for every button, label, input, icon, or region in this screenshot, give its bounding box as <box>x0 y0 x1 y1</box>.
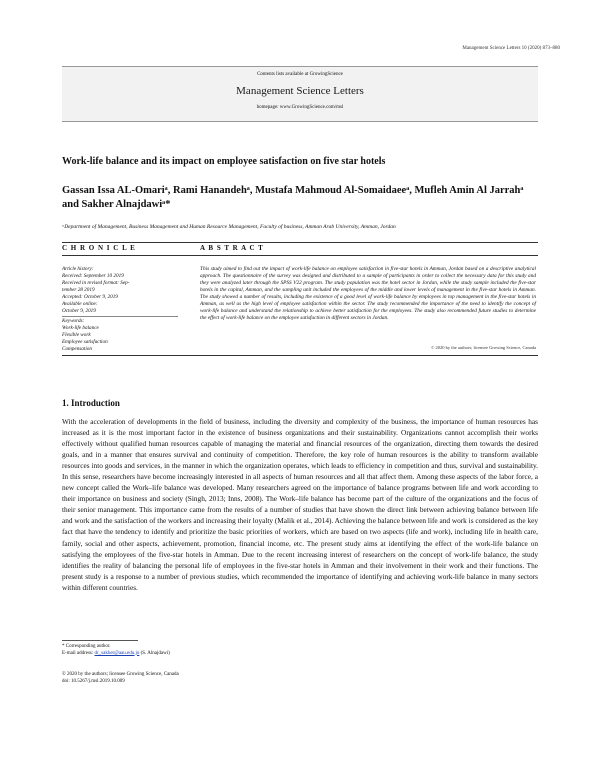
footnote-rule <box>62 640 138 641</box>
abstract-copyright: © 2020 by the authors; licensee Growing Science, Canada <box>430 345 536 350</box>
bottom-copyright: © 2020 by the authors; licensee Growing Science, Canada <box>62 672 179 677</box>
paper-title: Work-life balance and its impact on employee satisfaction on five star hotels <box>62 156 386 167</box>
doi[interactable]: doi: 10.5267/j.msl.2019.10.009 <box>62 678 125 684</box>
email-suffix: (S. Alnajdawi) <box>139 650 170 656</box>
introduction-paragraph: With the acceleration of developments in the field of business, including the diversity and complexity of the business, the importance of human resources has increased as it is the most important factor in the existence of business organizations and their sustainability. Organizations cannot accomplish their works effectively without qualified human resources capable of managing the material and financial resources of the organization, directing them towards the desired goals, and in a manner that ensures survival and continuity of competition. Therefore, the key role of human resources is the ability to transform available resources into goods and services, in the manner in which the organization operates, which leads to efficiency in competition and thus, survival and sustainability. In this sense, researchers have become increasingly interested in all aspects of human resources and all that affect them. Among these aspects of the labor force, a new concept called the Work–life balance was developed. Many researchers agreed on the importance of balance programs between life and work according to their importance on business and society (Singh, 2013; Inns, 2008). The Work–life balance has become part of the culture of the organizations and the focus of their senior management. This importance came from the results of a number of studies that have shown the direct link between achieving balance between life and work and the satisfaction of the workers and increasing their loyalty (Malik et al., 2014). Achieving the balance between life and work is considered as the key fact that have the tendency to identify and prioritize the basic priorities of workers, which are based on two aspects (life and work), including life in health care, family, social and other aspects, achievement, promotion, financial income, etc. The present study aims at identifying the effect of the work-life balance on satisfying the employees of the five-star hotels in Amman. Due to the recent increasing interest of researchers on the concept of work-life balance, the study identifies the reality of balancing the personal life of employees in the five-star hotels in Amman and their involvement in their work and their functions. The present study is a response to a number of previous studies, which recommended the importance of identifying and achieving work-life balance in many sectors within different countries. <box>62 417 538 592</box>
chronicle-line: Available online: <box>62 301 98 307</box>
journal-name: Management Science Letters <box>236 85 364 97</box>
journal-homepage[interactable]: homepage: www.GrowingScience.com/msl <box>256 105 344 110</box>
footnote <box>62 644 362 657</box>
corresponding-author-note: * Corresponding author. <box>62 644 111 649</box>
email-line <box>62 651 362 658</box>
keyword: Work-life balance <box>62 325 99 331</box>
keyword: Employee satisfaction <box>62 339 108 345</box>
header-rule-top <box>62 242 538 243</box>
keyword: Compensation <box>62 346 92 352</box>
abstract-text: This study aimed to find out the impact of work-life balance on employee satisfaction in five-star hotels in Amman, Jordan based on a descriptive analytical approach. The questionnaire of the survey was designed and distributed to a sample of participants in order to collect the necessary data for this study and they were analyzed later through the SPSS V22 program. The study population was the hotel sector in Jordan, while the study sample included the five-star hotels in the capital, Amman, and the sampling unit included the employees of the middle and lower levels of management in the five-star hotels in Amman. The study showed a number of results, including the existence of a good level of work-life balance by employees in top management in the five-star hotels in Amman, as well as the high level of employee satisfaction within the sector. The study recommended the importance of the need to identify the concept of work-life balance and understand the relationship to achieve better satisfaction for the employees. The study also recommended future studies to determine the effect of work-life balance on the employee satisfaction in different sectors in Jordan. <box>200 266 536 321</box>
keywords-rule <box>62 316 178 317</box>
chronicle-line: Keywords: <box>62 318 85 324</box>
running-citation: Management Science Letters 10 (2020) 873–880 <box>462 46 560 51</box>
chronicle-line: Received: September 10 2019 <box>62 273 124 279</box>
header-rule-bottom <box>62 255 538 256</box>
keyword: Flexible work <box>62 332 91 338</box>
section-heading-introduction: 1. Introduction <box>62 398 120 408</box>
introduction-body <box>62 416 538 593</box>
email-link[interactable]: dr_sakher@aau.edu.jo <box>94 650 140 656</box>
author-list: Gassan Issa AL-Omariᵃ, Rami Hanandehᵃ, Mustafa Mahmoud Al-Somaidaeeᵃ, Mufleh Amin Al Jarrahᵃ and Sakher Alnajdawiᵃ* <box>62 185 524 210</box>
abstract-end-rule <box>62 355 538 356</box>
article-info <box>62 266 182 353</box>
chronicle-line: Article history: <box>62 266 94 272</box>
chronicle-line: October 9, 2019 <box>62 308 96 314</box>
chronicle-line: tember 28 2019 <box>62 287 95 293</box>
email-label: E-mail address: <box>62 650 95 656</box>
affiliation: ᵃDepartment of Management, Business Management and Human Resource Management, Faculty of business, Amman Arab University, Amman, Jordan <box>62 224 396 230</box>
chronicle-line: Received in revised format: Sep- <box>62 280 130 286</box>
abstract-heading: A B S T R A C T <box>200 244 264 252</box>
contents-line: Contents lists available at GrowingScience <box>257 72 343 77</box>
chronicle-line: Accepted: October 9, 2019 <box>62 294 118 300</box>
chronicle-heading: C H R O N I C L E <box>62 244 136 252</box>
page-bottom-info <box>62 672 362 685</box>
journal-header <box>62 66 538 122</box>
